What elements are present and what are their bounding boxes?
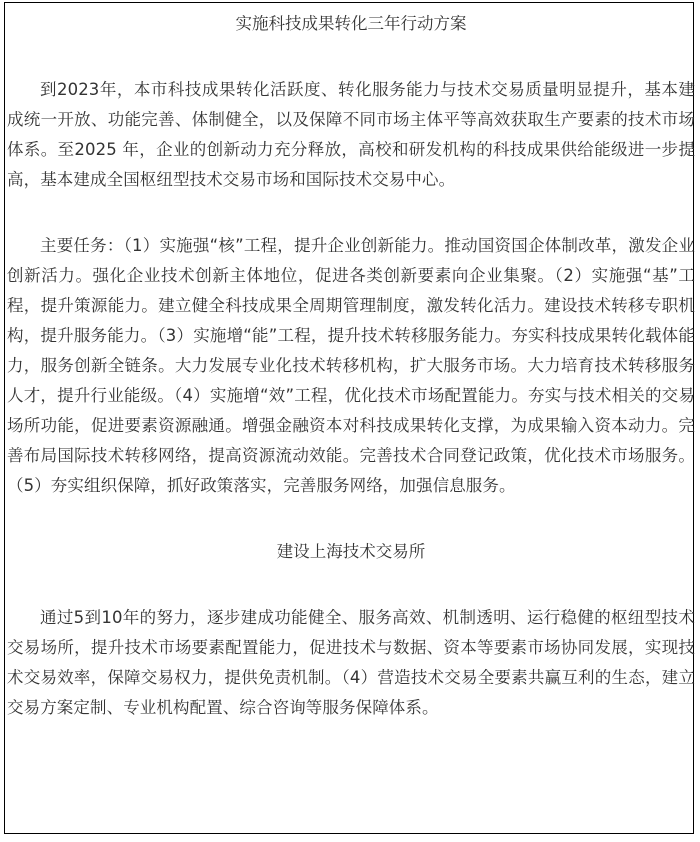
goals-paragraph: 到2023年，本市科技成果转化活跃度、转化服务能力与技术交易质量明显提升，基本建成统一开放、功能完善、体制健全，以及保障不同市场主体平等高效获取生产要素的技术市场体系。至2025 年，企业的创新动力充分释放，高校和研发机构的科技成果供给能级进一步提高，基本建成全国枢纽型技术交易市场和国际技术交易中心。 (7, 80, 695, 189)
document-title: 实施科技成果转化三年行动方案 (235, 14, 467, 33)
exchange-paragraph: 通过5到10年的努力，逐步建成功能健全、服务高效、机制透明、运行稳健的枢纽型技术交易场所，提升技术市场要素配置能力，促进技术与数据、资本等要素市场协同发展，实现技术交易效率，保障交易权力，提供免责机制。（4）营造技术交易全要素共赢互利的生态，建立交易方案定制、专业机构配置、综合咨询等服务保障体系。 (7, 608, 695, 717)
section-title: 建设上海技术交易所 (276, 542, 426, 561)
tasks-paragraph: 主要任务：（1）实施强“核”工程，提升企业创新能力。推动国资国企体制改革，激发企业创新活力。强化企业技术创新主体地位，促进各类创新要素向企业集聚。（2）实施强“基”工程，提升策源能力。建立健全科技成果全周期管理制度，激发转化活力。建设技术转移专职机构，提升服务能力。（3）实施增“能”工程，提升技术转移服务能力。夯实科技成果转化载体能力，服务创新全链条。大力发展专业化技术转移机构，扩大服务市场。大力培育技术转移服务人才，提升行业能级。（4）实施增“效”工程，优化技术市场配置能力。夯实与技术相关的交易场所功能，促进要素资源融通。增强金融资本对科技成果转化支撑，为成果输入资本动力。完善布局国际技术转移网络，提高资源流动效能。完善技术合同登记政策，优化技术市场服务。（5）夯实组织保障，抓好政策落实，完善服务网络，加强信息服务。 (7, 236, 695, 495)
document-frame (4, 2, 694, 834)
document-body (7, 9, 695, 723)
